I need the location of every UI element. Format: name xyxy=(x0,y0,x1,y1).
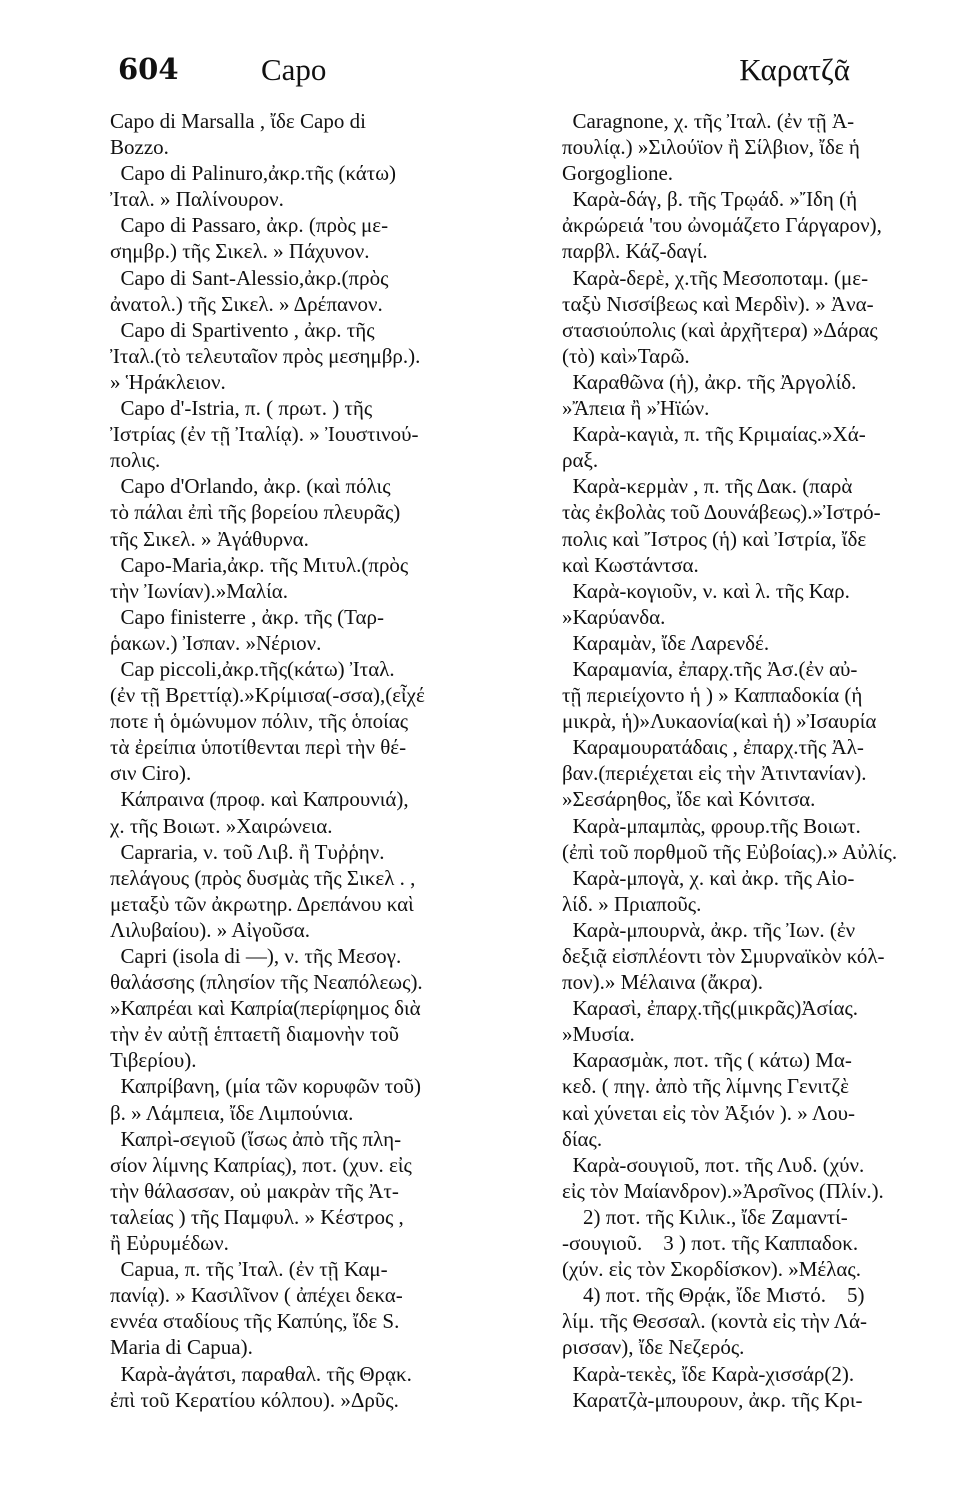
running-header xyxy=(118,52,850,102)
dictionary-entry: Καρὰ-καγιὰ, π. τῆς Κριμαίας.»Χά- ραξ. xyxy=(562,422,866,473)
dictionary-entry: Καραμουρατάδαις , ἐπαρχ.τῆς Ἀλ- βαν.(περιέχεται εἰς τὴν Ἀτιντανίαν). »Σεσάρηθος, ἴδε καὶ Κόνιτσα. xyxy=(562,735,867,812)
left-headword: Capo xyxy=(261,52,327,87)
dictionary-entry: Καπρίβανη, (μία τῶν κορυφῶν τοῦ) β. » Λάμπεια, ἴδε Λιμπούνια. xyxy=(110,1074,421,1125)
dictionary-entry: Καραμανία, ἐπαρχ.τῆς Ἀσ.(ἐν αὐ- τῇ περιείχοντο ἡ ) » Καππαδοκία (ἡ μικρὰ, ἡ)»Λυκαονία(καὶ ἡ) »Ἰσαυρία xyxy=(562,656,877,734)
dictionary-entry: Καρὰ-σουγιοῦ, ποτ. τῆς Λυδ. (χύν. εἰς τὸν Μαίανδρον).»Ἀρσῖνος (Πλίν.). 2) ποτ. τῆς Κιλικ., ἴδε Ζαμαντί- -σουγιοῦ. 3 ) ποτ. τῆς Καππαδοκ. (χύν. εἰς τὸν Σκορδίσκον). »Μέλας. 4) ποτ. τῆς Θρᾴκ, ἴδε Μιστό. 5) λίμ. τῆς Θεσσαλ. (κοντὰ εἰς τὴν Λά- ρισσαν), ἴδε Νεζερός. xyxy=(562,1152,884,1360)
dictionary-entry: Καρὰ-τεκὲς, ἴδε Καρὰ-χισσάρ(2). xyxy=(562,1361,855,1386)
dictionary-entry: Caragnone, χ. τῆς Ἰταλ. (ἐν τῇ Ἀ- πουλίᾳ.) »Σιλούϊον ἢ Σίλβιον, ἴδε ἡ Gorgoglione. xyxy=(562,109,860,186)
dictionary-entry: Καραθῶνα (ἡ), ἀκρ. τῆς Ἀργολίδ. »Ἄπεια ἢ »Ἠϊών. xyxy=(562,369,857,421)
dictionary-entry: Capraria, ν. τοῦ Λιβ. ἢ Τυῤῥην. πελάγους (πρὸς δυσμὰς τῆς Σικελ . , μεταξὺ τῶν ἀκρωτηρ. Δρεπάνου καὶ Λιλυβαίου). » Αἰγοῦσα. xyxy=(110,839,416,942)
dictionary-entry: Capo d'Orlando, ἀκρ. (καὶ πόλις τὸ πάλαι ἐπὶ τῆς βορείου πλευρᾶς) τῆς Σικελ. » Ἀγάθυρνα. xyxy=(110,474,401,551)
dictionary-entry: Καρὰ-ἀγάτσι, παραθαλ. τῆς Θρᾳκ. ἐπὶ τοῦ Κερατίου κόλπου). »Δρῦς. xyxy=(110,1361,412,1412)
dictionary-entry: Capo di Passaro, ἀκρ. (πρὸς με- σημβρ.) τῆς Σικελ. » Πάχυνον. xyxy=(110,213,389,264)
dictionary-entry: Καρὰ-δερὲ, χ.τῆς Μεσοποταμ. (με- ταξὺ Νισσίβεως καὶ Μερδὶν). » Ἀνα- στασιούπολις (καὶ ἀρχῆτερα) »Δάρας (τὸ) καὶ»Ταρῶ. xyxy=(562,265,878,368)
dictionary-entry: Καπρὶ-σεγιοῦ (ἴσως ἀπὸ τῆς πλη- σίον λίμνης Καπρίας), ποτ. (χυν. εἰς τὴν θάλασσαν, οὐ μακρὰν τῆς Ἀτ- ταλείας ) τῆς Παμφυλ. » Κέστρος , ἢ Εὐρυμέδων. xyxy=(110,1126,412,1256)
page-number: 604 xyxy=(118,52,179,86)
dictionary-entry: Καρατζὰ-μπουρουν, ἀκρ. τῆς Κρι- xyxy=(562,1387,863,1412)
dictionary-entry: Καρὰ-κογιοῦν, ν. καὶ λ. τῆς Καρ. »Καρύανδα. xyxy=(562,578,850,629)
dictionary-entry: Capo di Marsalla , ἴδε Capo di Bozzo. xyxy=(110,109,366,160)
dictionary-entry: Καρὰ-δάγ, β. τῆς Τρῳάδ. »Ἴδη (ἡ ἀκρώρειά 'του ὠνομάζετο Γάργαρον), παρβλ. Κάζ-δαγί. xyxy=(562,187,882,264)
dictionary-entry: Κάπραινα (προφ. καὶ Καπρουνιά), χ. τῆς Βοιωτ. »Χαιρώνεια. xyxy=(110,787,409,838)
dictionary-entry: Capo d'-Istria, π. ( πρωτ. ) τῆς Ἰστρίας (ἐν τῇ Ἰταλίᾳ). » Ἰουστινού- πολις. xyxy=(110,396,419,473)
dictionary-entry: Capo di Palinuro,ἀκρ.τῆς (κάτω) Ἰταλ. » Παλίνουρον. xyxy=(110,161,397,212)
dictionary-entry: Capo-Maria,ἀκρ. τῆς Μιτυλ.(πρὸς τὴν Ἰωνίαν).»Μαλία. xyxy=(110,552,409,603)
dictionary-entry: Καρὰ-μπογὰ, χ. καὶ ἀκρ. τῆς Αἰο- λίδ. » Πριαποῦς. xyxy=(562,865,855,916)
dictionary-entry: Cap piccoli,ἀκρ.τῆς(κάτω) Ἰταλ. (ἐν τῇ Βρεττίᾳ).»Κρίμισα(-σσα),(εἶχέ ποτε ἡ ὁμώνυμον πόλιν, τῆς ὁποίας τὰ ἐρείπια ὑποτίθενται περὶ τὴν θέ- σιν Ciro). xyxy=(110,656,425,786)
right-headword: Καρατζᾶ xyxy=(739,52,850,87)
dictionary-entry: Capo finisterre , ἀκρ. τῆς (Ταρ- ῥακων.) Ἰσπαν. »Νέριον. xyxy=(110,604,385,655)
dictionary-entry: Καρὰ-μπουρνὰ, ἀκρ. τῆς Ἰων. (ἐν δεξιᾷ εἰσπλέοντι τὸν Σμυρναϊκὸν κόλ- πον).» Μέλαινα (ἄκρα). xyxy=(562,917,885,995)
dictionary-entry: Καρασὶ, ἐπαρχ.τῆς(μικρᾶς)Ἀσίας. »Μυσία. xyxy=(562,996,859,1047)
dictionary-entry: Καρὰ-κερμὰν , π. τῆς Δακ. (παρὰ τὰς ἐκβολὰς τοῦ Δουνάβεως).»Ἰστρό- πολις καὶ Ἴστρος (ἡ) καὶ Ἰστρία, ἴδε καὶ Κωστάντσα. xyxy=(562,474,881,577)
dictionary-entry: Καρὰ-μπαμπὰς, φρουρ.τῆς Βοιωτ. (ἐπὶ τοῦ πορθμοῦ τῆς Εὐβοίας).» Αὐλίς. xyxy=(562,813,898,864)
dictionary-entry: Καρασμὰκ, ποτ. τῆς ( κάτω) Μα- κεδ. ( πηγ. ἀπὸ τῆς λίμνης Γενιτζὲ καὶ χύνεται εἰς τὸν Ἀξιόν ). » Λου- δίας. xyxy=(562,1048,856,1151)
dictionary-entry: Capua, π. τῆς Ἰταλ. (ἐν τῇ Καμ- πανίᾳ). » Κασιλῖνον ( ἀπέχει δεκα- εννέα σταδίους τῆς Καπύης, ἴδε S. Maria di Capua). xyxy=(110,1257,403,1360)
right-column xyxy=(562,108,962,1413)
dictionary-entry: Capo di Sant-Alessio,ἀκρ.(πρὸς ἀνατολ.) τῆς Σικελ. » Δρέπανον. xyxy=(110,265,389,316)
dictionary-entry: Καραμὰν, ἴδε Λαρενδέ. xyxy=(562,630,770,655)
dictionary-entry: Capri (isola di —), ν. τῆς Μεσογ. θαλάσσης (πλησίον τῆς Νεαπόλεως). »Καπρέαι καὶ Καπρία(περίφημος διὰ τὴν ἐν αὐτῇ ἑπταετῆ διαμονὴν τοῦ Τιβερίου). xyxy=(110,944,423,1073)
dictionary-entry: Capo di Spartivento , ἀκρ. τῆς Ἰταλ.(τὸ τελευταῖον πρὸς μεσημβρ.). » Ἡράκλειον. xyxy=(110,317,421,394)
left-column xyxy=(110,108,502,1413)
